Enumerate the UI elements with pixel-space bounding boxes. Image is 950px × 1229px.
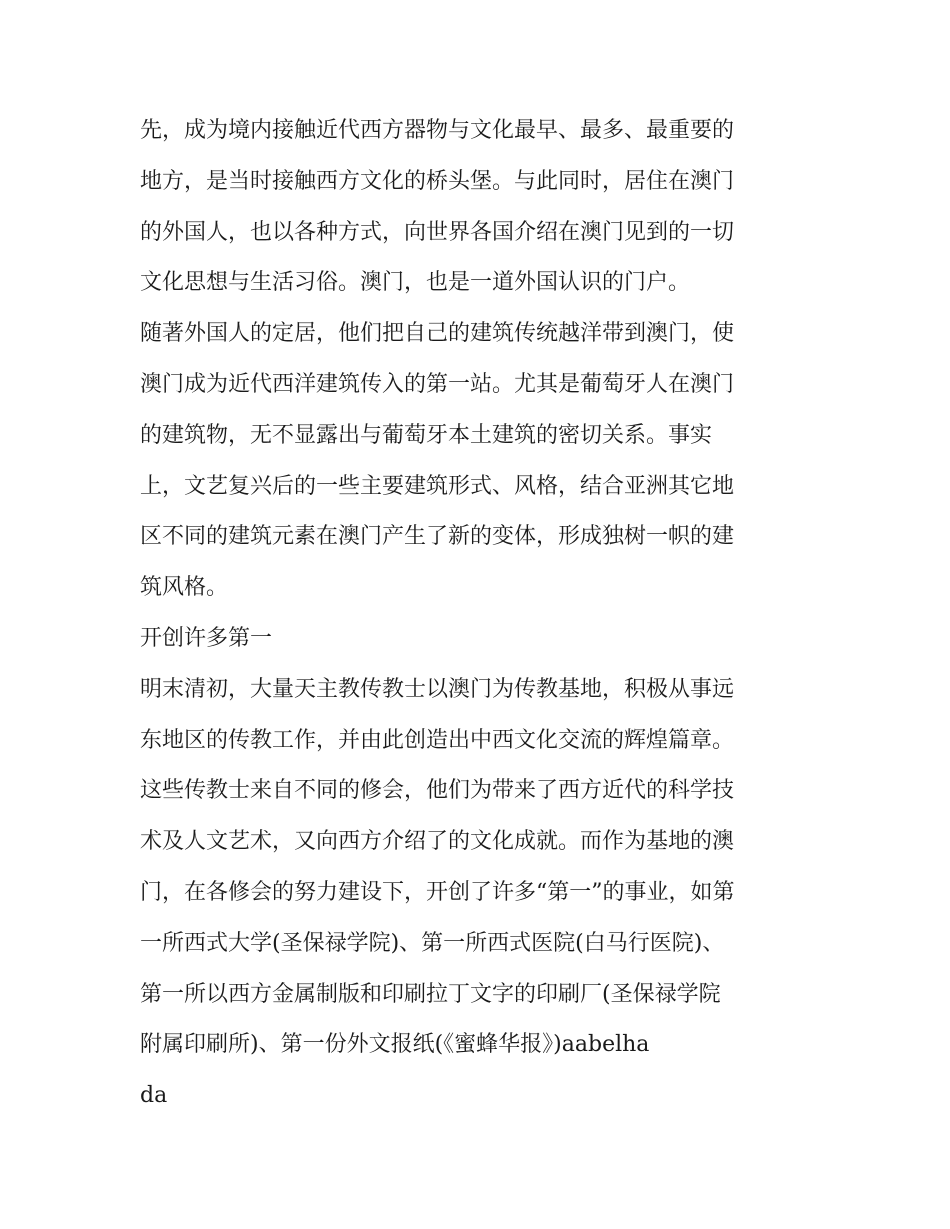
section-heading: 开创许多第一 bbox=[140, 625, 273, 651]
text-line: 地方，是当时接触西方文化的桥头堡。与此同时，居住在澳门 bbox=[140, 168, 735, 194]
text-line: da bbox=[140, 1083, 168, 1109]
text-line: 上，文艺复兴后的一些主要建筑形式、风格，结合亚洲其它地 bbox=[140, 473, 735, 499]
text-line: 区不同的建筑元素在澳门产生了新的变体，形成独树一帜的建 bbox=[140, 524, 735, 550]
text-line: 随著外国人的定居，他们把自己的建筑传统越洋带到澳门，使 bbox=[140, 321, 735, 347]
text-line: 的外国人，也以各种方式，向世界各国介绍在澳门见到的一切 bbox=[140, 219, 735, 245]
body-text bbox=[140, 106, 840, 1122]
text-line: 这些传教士来自不同的修会，他们为带来了西方近代的科学技 bbox=[140, 778, 735, 804]
text-line: 东地区的传教工作，并由此创造出中西文化交流的辉煌篇章。 bbox=[140, 727, 735, 753]
text-line: 附属印刷所)、第一份外文报纸(《蜜蜂华报》)aabelha bbox=[140, 1032, 650, 1058]
text-line: 术及人文艺术，又向西方介绍了的文化成就。而作为基地的澳 bbox=[140, 829, 735, 855]
text-line: 先，成为境内接触近代西方器物与文化最早、最多、最重要的 bbox=[140, 118, 735, 143]
text-line: 文化思想与生活习俗。澳门，也是一道外国认识的门户。 bbox=[140, 270, 691, 296]
text-line: 门，在各修会的努力建设下，开创了许多“第一”的事业，如第 bbox=[140, 879, 735, 905]
text-line: 第一所以西方金属制版和印刷拉丁文字的印刷厂(圣保禄学院 bbox=[140, 981, 721, 1007]
text-line: 澳门成为近代西洋建筑传入的第一站。尤其是葡萄牙人在澳门 bbox=[140, 371, 735, 397]
text-line: 明末清初，大量天主教传教士以澳门为传教基地，积极从事远 bbox=[140, 676, 735, 702]
text-line: 筑风格。 bbox=[140, 575, 229, 601]
text-line: 一所西式大学(圣保禄学院)、第一所西式医院(白马行医院)、 bbox=[140, 930, 725, 956]
text-line: 的建筑物，无不显露出与葡萄牙本土建筑的密切关系。事实 bbox=[140, 422, 713, 448]
